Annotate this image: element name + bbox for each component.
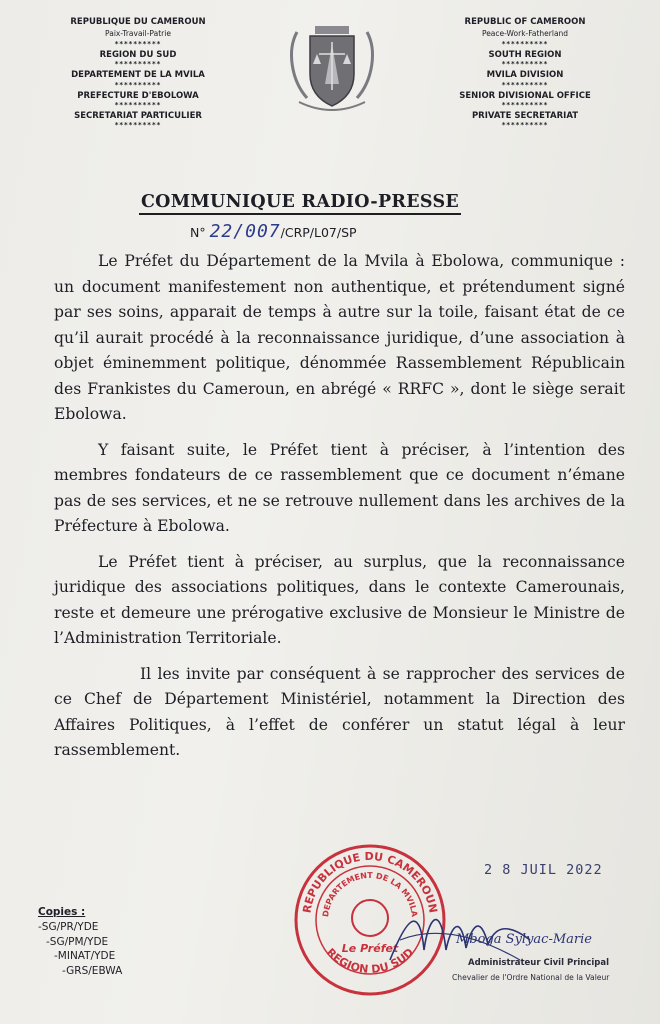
copy-item: -GRS/EBWA	[62, 965, 123, 978]
header-left-prefecture: PREFECTURE D'EBOLOWA	[77, 90, 199, 101]
stamp-bottom-text: REGION DU SUD	[323, 945, 417, 976]
header-left-secretariat: SECRETARIAT PARTICULIER	[74, 111, 202, 122]
header-left-stars: **********	[114, 101, 162, 110]
paragraph-3: Le Préfet tient à préciser, au surplus, que la reconnaissance juridique des associations politiques, dans le contexte Camerounais, reste et demeure une prérogative exclusive de Monsieur le Ministre de l’Administration Territoriale.	[54, 552, 625, 647]
stamp-center-text: Le Préfet	[341, 942, 399, 955]
header-right-stars: **********	[501, 60, 549, 69]
header-left-country: REPUBLIQUE DU CAMEROUN	[70, 17, 206, 27]
header-left-motto: Paix-Travail-Patrie	[105, 29, 171, 39]
paragraph-1: Le Préfet du Département de la Mvila à Ebolowa, communique : un document manifestement non authentique, et prétendument signé par ses soins, apparait de temps à autre sur la toile, faisant état de ce qu’il aurait procédé à la reconnaissance juridique, d’une association à objet éminemment politique, dénommée Rassemblement Républicain des Frankistes du Cameroun, en abrégé « RRFC », dont le siège serait Ebolowa.	[54, 252, 625, 423]
stamp-outer-text: REPUBLIQUE DU CAMEROUN	[300, 849, 440, 915]
paragraph-4: Il les invite par conséquent à se rapprocher des services de ce Chef de Département Ministériel, notamment la Direction des Affaires Politiques, à l’effet de conférer un statut légal à leur rassemblement.	[54, 664, 625, 759]
header-right-stars: **********	[501, 39, 549, 48]
header-left	[38, 16, 238, 130]
ref-number: 22/007	[209, 221, 281, 242]
copy-item: -SG/PR/YDE	[38, 920, 99, 933]
copies-list	[38, 905, 122, 979]
header-right-stars: **********	[501, 121, 549, 130]
copy-item: -MINAT/YDE	[54, 950, 116, 963]
cameroon-coat-of-arms-icon	[277, 10, 387, 118]
handwritten-date: 2 8 JUIL 2022	[484, 862, 603, 878]
header-left-stars: **********	[114, 60, 162, 69]
ref-suffix: /CRP/L07/SP	[280, 225, 357, 240]
header-right-motto: Peace-Work-Fatherland	[481, 29, 569, 39]
document-title: COMMUNIQUE RADIO-PRESSE	[0, 192, 600, 212]
paragraph-2: Y faisant suite, le Préfet tient à préciser, à l’intention des membres fondateurs de ce rassemblement que ce document n’émane pas de ses services, et ne se retrouve nullement dans les archives de la Préfecture à Ebolowa.	[54, 440, 625, 535]
header-right-country: REPUBLIC OF CAMEROON	[464, 17, 586, 27]
header-left-department: DEPARTEMENT DE LA MVILA	[71, 70, 205, 81]
stamp-inner-text: DEPARTEMENT DE LA MVILA	[321, 870, 419, 918]
header-left-region: REGION DU SUD	[99, 49, 177, 60]
ref-prefix: N°	[190, 225, 206, 240]
header-right-stars: **********	[501, 80, 549, 89]
copies-heading: Copies :	[38, 906, 86, 918]
header-right-region: SOUTH REGION	[488, 49, 562, 60]
signatory-role: Administrateur Civil Principal	[468, 958, 610, 968]
communique-body	[54, 249, 625, 774]
header-left-stars: **********	[114, 80, 162, 89]
header-right-office: SENIOR DIVISIONAL OFFICE	[459, 90, 591, 101]
copy-item: -SG/PM/YDE	[46, 935, 109, 948]
signatory-name: Mboga Sylyac-Marie	[456, 932, 592, 947]
header-right-division: MVILA DIVISION	[486, 70, 564, 81]
header-right-stars: **********	[501, 101, 549, 110]
signatory-order: Chevalier de l'Ordre National de la Valeur	[452, 973, 610, 982]
header-right	[425, 16, 625, 130]
header-left-stars: **********	[114, 39, 162, 48]
reference-number	[190, 221, 357, 242]
header-left-stars: **********	[114, 121, 162, 130]
header-right-secretariat: PRIVATE SECRETARIAT	[471, 111, 579, 122]
